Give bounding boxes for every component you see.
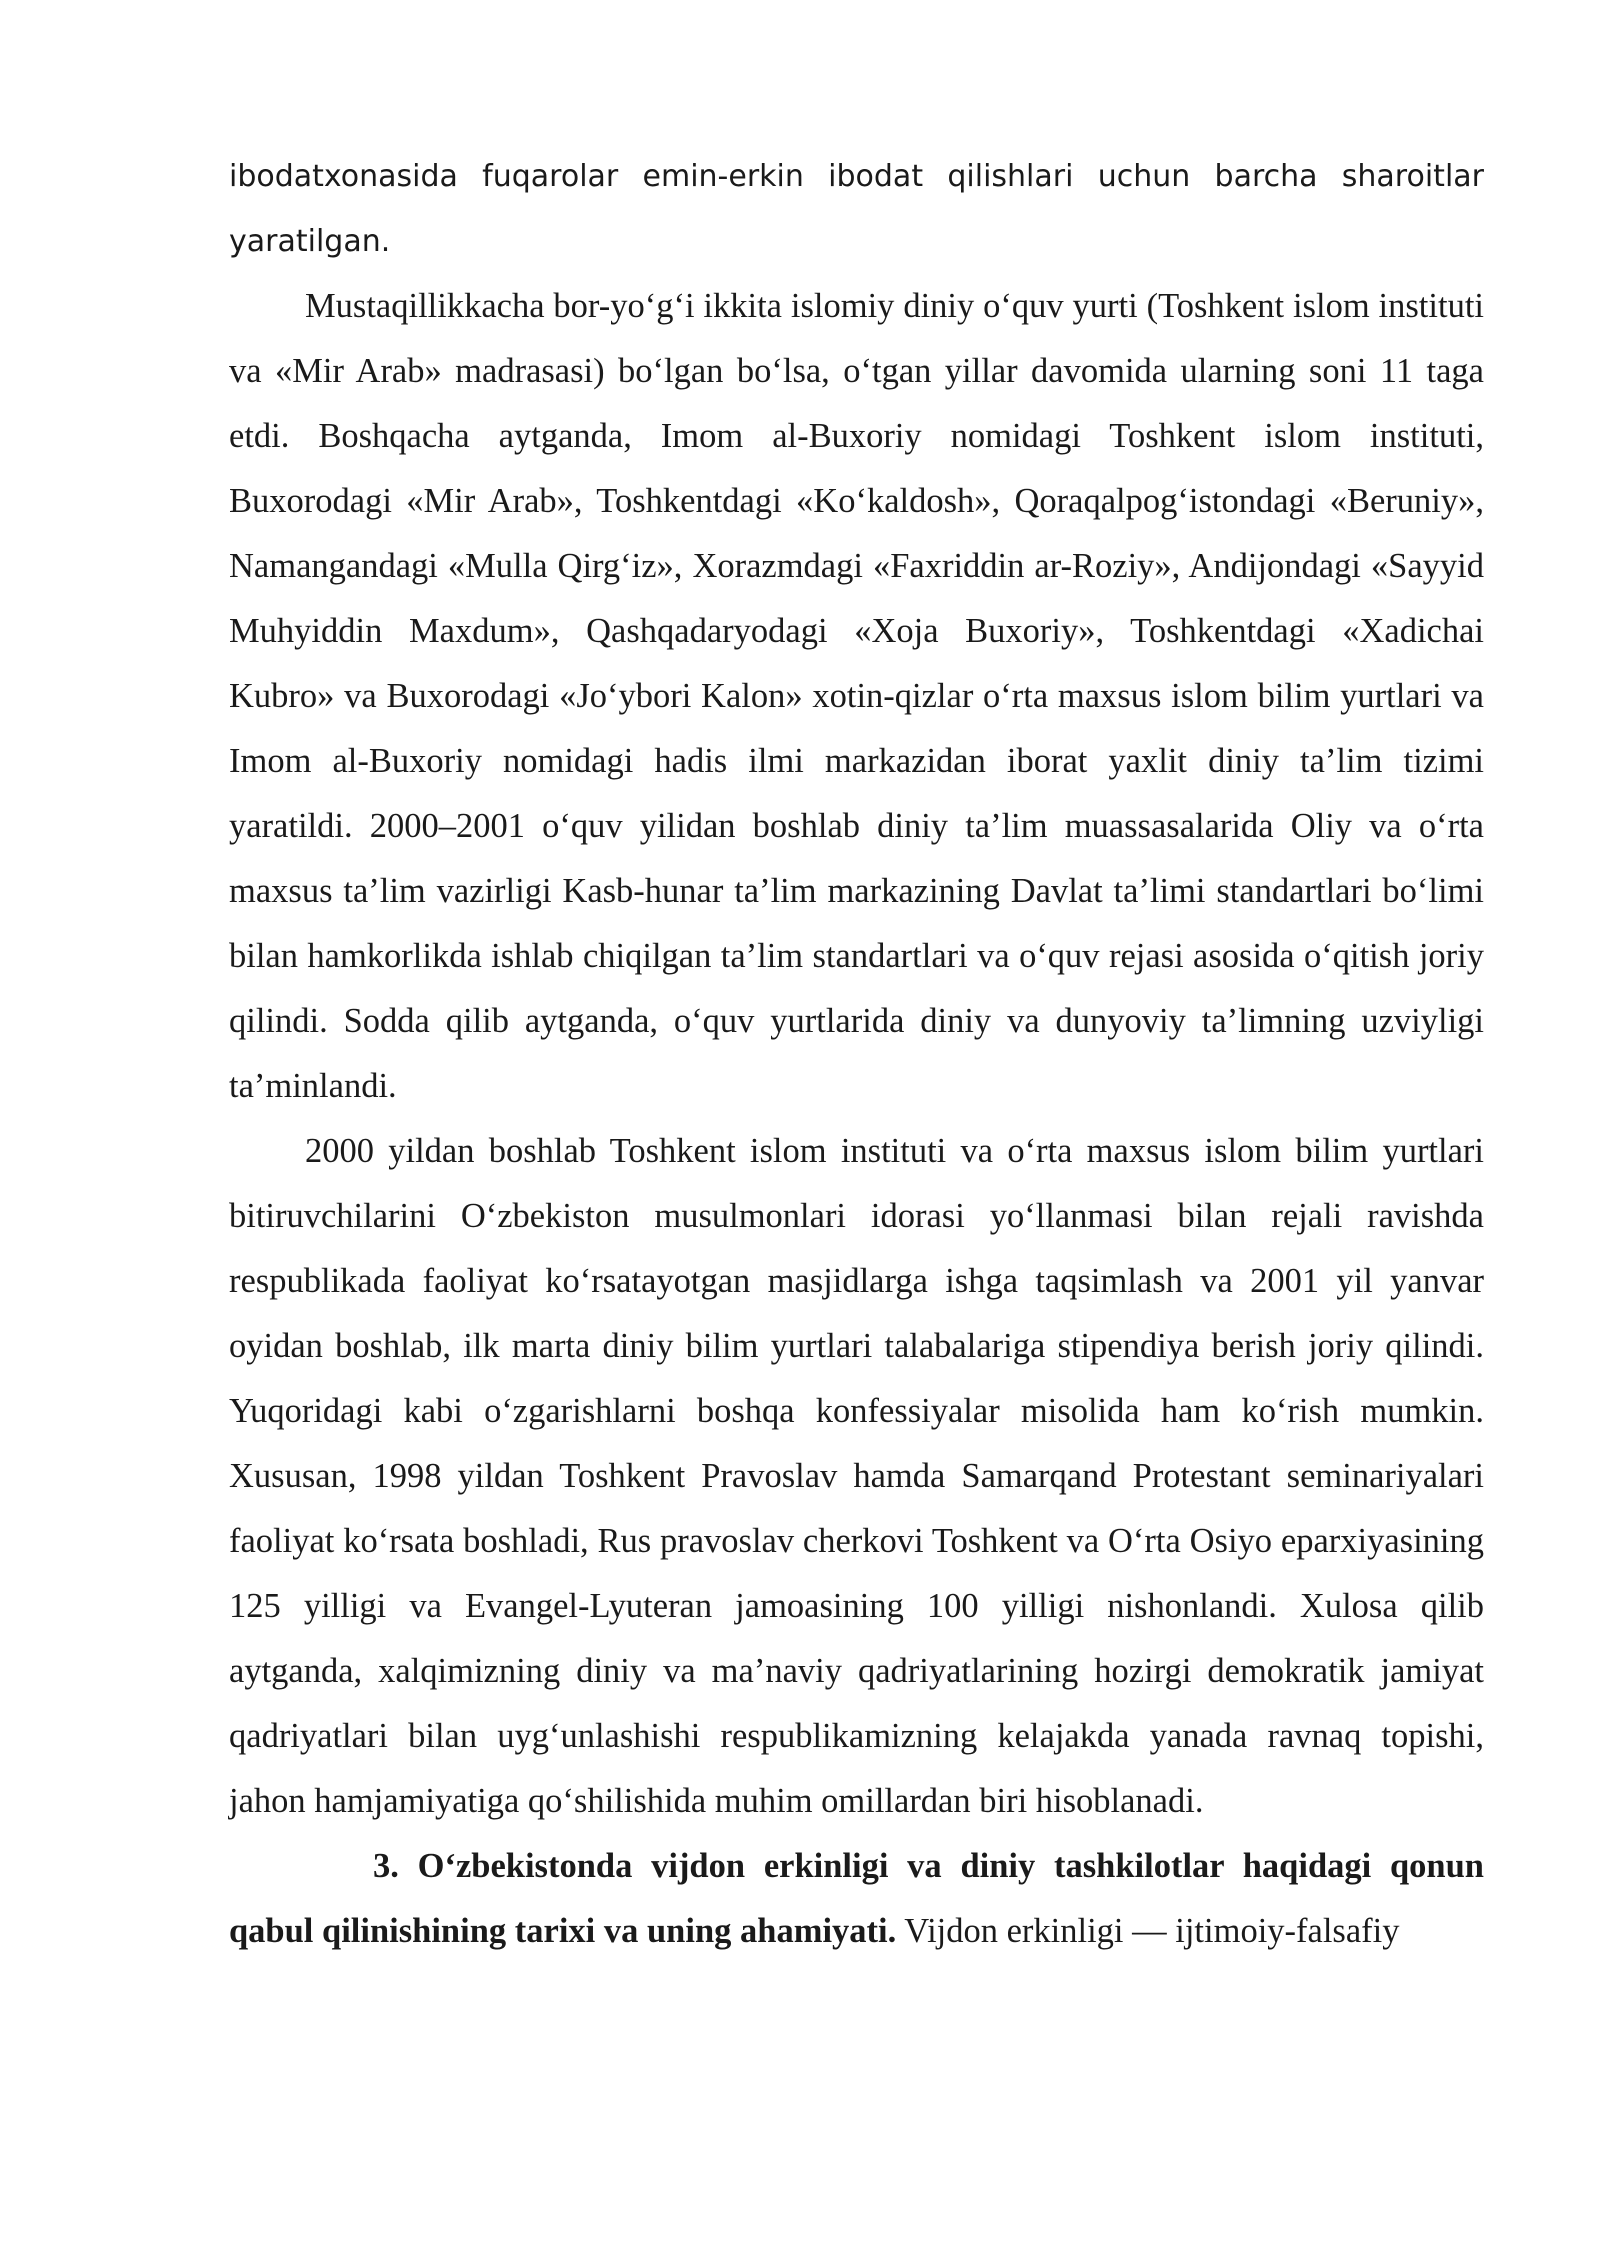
section-heading-paragraph bbox=[229, 1834, 1484, 1964]
section-heading-tail: Vijdon erkinligi — ijtimoiy-falsafiy bbox=[896, 1912, 1400, 1950]
page-body bbox=[229, 144, 1484, 1964]
paragraph-graduates: 2000 yildan boshlab Toshkent islom instituti va o‘rta maxsus islom bilim yurtlari bitiruvchilarini O‘zbekiston musulmonlari idorasi yo‘llanmasi bilan rejali ravishda respublikada faoliyat ko‘rsatayotgan masjidlarga ishga taqsimlash va 2001 yil yanvar oyidan boshlab, ilk marta diniy bilim yurtlari talabalariga stipendiya berish joriy qilindi. Yuqoridagi kabi o‘zgarishlarni boshqa konfessiyalar misolida ham ko‘rish mumkin. Xususan, 1998 yildan Toshkent Pravoslav hamda Samarqand Protestant seminariyalari faoliyat ko‘rsata boshladi, Rus pravoslav cherkovi Toshkent va O‘rta Osiyo eparxiyasining 125 yilligi va Evangel-Lyuteran jamoasining 100 yilligi nishonlandi. Xulosa qilib aytganda, xalqimizning diniy va ma’naviy qadriyatlarining hozirgi demokratik jamiyat qadriyatlari bilan uyg‘unlashishi respublikamizning kelajakda yanada ravnaq topishi, jahon hamjamiyatiga qo‘shilishida muhim omillardan biri hisoblanadi. bbox=[229, 1132, 1484, 1820]
paragraph-religious-schools: Mustaqillikkacha bor-yo‘g‘i ikkita islomiy diniy o‘quv yurti (Toshkent islom instituti va «Mir Arab» madrasasi) bo‘lgan bo‘lsa, o‘tgan yillar davomida ularning soni 11 taga etdi. Boshqacha aytganda, Imom al-Buxoriy nomidagi Toshkent islom instituti, Buxorodagi «Mir Arab», Toshkentdagi «Ko‘kaldosh», Qoraqalpog‘istondagi «Beruniy», Namangandagi «Mulla Qirg‘iz», Xorazmdagi «Faxriddin ar-Roziy», Andijondagi «Sayyid Muhyiddin Maxdum», Qashqadaryodagi «Xoja Buxoriy», Toshkentdagi «Xadichai Kubro» va Buxorodagi «Jo‘ybori Kalon» xotin-qizlar o‘rta maxsus islom bilim yurtlari va Imom al-Buxoriy nomidagi hadis ilmi markazidan iborat yaxlit diniy ta’lim tizimi yaratildi. 2000–2001 o‘quv yilidan boshlab diniy ta’lim muassasalarida Oliy va o‘rta maxsus ta’lim vazirligi Kasb-hunar ta’lim markazining Davlat ta’limi standartlari bo‘limi bilan hamkorlikda ishlab chiqilgan ta’lim standartlari va o‘quv rejasi asosida o‘qitish joriy qilindi. Sodda qilib aytganda, o‘quv yurtlarida diniy va dunyoviy ta’limning uzviyligi ta’minlandi. bbox=[229, 287, 1484, 1105]
paragraph-continuation: ibodatxonasida fuqarolar emin-erkin ibodat qilishlari uchun barcha sharoitlar yaratilgan. bbox=[229, 159, 1484, 259]
section-heading: 3. O‘zbekistonda vijdon erkinligi va diniy tashkilotlar haqidagi qonun qabul qilinishining tarixi va uning ahamiyati. bbox=[229, 1847, 1484, 1950]
